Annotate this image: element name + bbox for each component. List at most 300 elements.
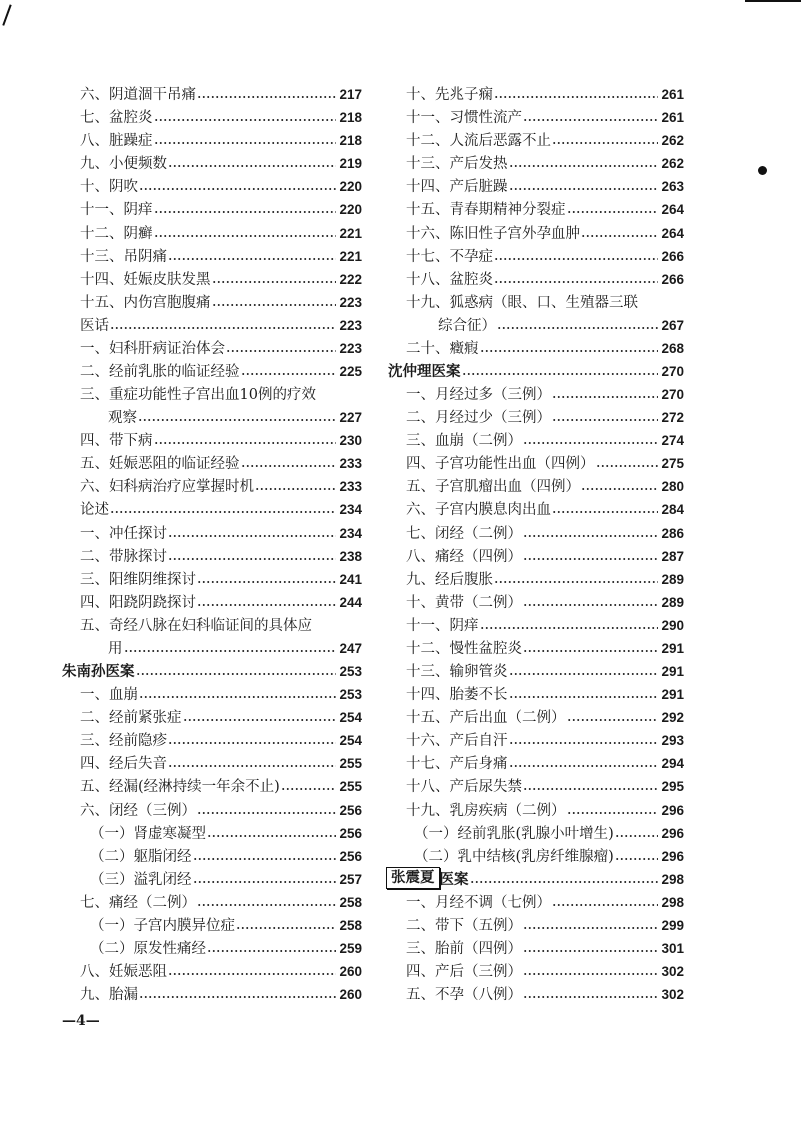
toc-page-number: 255 [339, 779, 362, 795]
dot-leader [523, 441, 658, 445]
toc-page-number: 218 [339, 110, 362, 126]
toc-entry-title: 九、胎漏 [80, 987, 138, 1004]
toc-entry [62, 150, 362, 173]
toc-entry [62, 612, 362, 635]
toc-page-number: 267 [661, 317, 684, 333]
dot-leader [154, 210, 337, 214]
toc-page-number: 294 [661, 756, 684, 772]
toc-entry [386, 543, 684, 566]
toc-entry-title: 十七、产后身痛 [406, 756, 508, 773]
toc-entry-title: 十七、不孕症 [406, 248, 493, 265]
toc-entry [386, 473, 684, 496]
toc-entry-title: 十二、慢性盆腔炎 [406, 640, 522, 657]
dot-leader [615, 857, 659, 861]
toc-page-number: 222 [339, 271, 362, 287]
toc-entry-title: 七、闭经（二例） [406, 525, 522, 542]
toc-page-number: 290 [661, 617, 684, 633]
toc-page-number: 302 [661, 987, 684, 1003]
toc-entry [62, 635, 362, 658]
dot-leader [494, 580, 658, 584]
toc-entry-title: 一、血崩 [80, 687, 138, 704]
toc-entry [386, 266, 684, 289]
toc-entry [386, 173, 684, 196]
toc-entry [62, 796, 362, 819]
dot-leader [139, 995, 336, 999]
toc-page-number: 257 [339, 871, 362, 887]
toc-entry [62, 543, 362, 566]
toc-entry [62, 450, 362, 473]
dot-leader [168, 741, 336, 745]
dot-leader [462, 372, 659, 376]
toc-page-number: 223 [339, 294, 362, 310]
toc-entry-title: 三、血崩（二例） [406, 433, 522, 450]
toc-entry-title: 八、妊娠恶阻 [80, 964, 167, 981]
dot-leader [509, 187, 659, 191]
toc-entry-title: 十四、胎萎不长 [406, 687, 508, 704]
dot-leader [523, 603, 658, 607]
toc-page-number: 253 [339, 664, 362, 680]
toc-page-number: 289 [661, 571, 684, 587]
toc-page-number: 261 [661, 110, 684, 126]
toc-entry-title: 六、妇科病治疗应掌握时机 [80, 479, 254, 496]
toc-entry [386, 289, 684, 312]
toc-page-number: 230 [339, 433, 362, 449]
toc-entry [386, 820, 684, 843]
toc-entry [62, 889, 362, 912]
toc-entry [386, 750, 684, 773]
toc-entry [62, 935, 362, 958]
dot-leader [212, 303, 337, 307]
dot-leader [480, 626, 659, 630]
toc-page-number: 221 [339, 248, 362, 264]
toc-page-number: 286 [661, 525, 684, 541]
dot-leader [255, 487, 336, 491]
toc-page-number: 256 [339, 802, 362, 818]
toc-page-number: 261 [661, 87, 684, 103]
toc-page-number: 254 [339, 733, 362, 749]
toc-entry-title: 四、子宫功能性出血（四例） [406, 456, 595, 473]
toc-entry-title: 三、经前隐疹 [80, 733, 167, 750]
toc-page-number: 255 [339, 756, 362, 772]
toc-page-number: 301 [661, 940, 684, 956]
dot-leader [509, 164, 659, 168]
dot-leader [509, 764, 659, 768]
toc-entry-title: 四、经后失音 [80, 756, 167, 773]
toc-entry-title: 九、小便频数 [80, 156, 167, 173]
toc-entry-title: 一、月经不调（七例） [406, 894, 551, 911]
dot-leader [168, 764, 336, 768]
toc-entry [386, 81, 684, 104]
toc-page-number: 247 [339, 640, 362, 656]
toc-entry [62, 81, 362, 104]
toc-entry [386, 243, 684, 266]
toc-page-number: 293 [661, 733, 684, 749]
toc-page-number: 263 [661, 179, 684, 195]
page-number: —4— [62, 1013, 100, 1029]
toc-entry-title: 十一、阴痒 [80, 202, 153, 219]
dot-leader [183, 718, 337, 722]
toc-entry-title: 十六、产后自汗 [406, 733, 508, 750]
dot-leader [567, 718, 659, 722]
toc-entry [62, 381, 362, 404]
toc-page-number: 219 [339, 156, 362, 172]
dot-leader [615, 834, 659, 838]
dot-leader [207, 949, 336, 953]
toc-entry [62, 196, 362, 219]
dot-leader [552, 141, 658, 145]
toc-section-heading [386, 866, 684, 889]
toc-entry [386, 519, 684, 542]
toc-entry [386, 589, 684, 612]
scan-mark [745, 0, 801, 2]
toc-entry [386, 219, 684, 242]
toc-entry-title: 十四、妊娠皮肤发黑 [80, 271, 211, 288]
dot-leader [552, 418, 658, 422]
toc-entry-title: 一、冲任探讨 [80, 525, 167, 542]
toc-entry-title: 论述 [80, 502, 109, 519]
toc-page-number: 244 [339, 594, 362, 610]
toc-page-number: 217 [339, 87, 362, 103]
toc-entry [386, 727, 684, 750]
boxed-author-name: 张震夏 [386, 867, 440, 889]
toc-entry-title: 五、奇经八脉在妇科临证间的具体应 [80, 617, 312, 634]
dot-leader [509, 672, 659, 676]
toc-entry-title: 十三、吊阴痛 [80, 248, 167, 265]
toc-entry [62, 843, 362, 866]
toc-entry-title: 一、月经过多（三例） [406, 387, 551, 404]
toc-entry-title: （一）肾虚寒凝型 [90, 825, 206, 842]
toc-entry-title: 十、黄带（二例） [406, 594, 522, 611]
toc-entry-title: 十一、习惯性流产 [406, 110, 522, 127]
toc-entry [62, 519, 362, 542]
dot-leader [241, 372, 337, 376]
toc-entry [386, 381, 684, 404]
toc-entry [62, 219, 362, 242]
dot-leader [480, 349, 659, 353]
toc-entry [62, 266, 362, 289]
scan-mark [2, 4, 11, 25]
dot-leader [523, 118, 658, 122]
dot-leader [168, 972, 336, 976]
toc-entry [62, 912, 362, 935]
dot-leader [138, 418, 336, 422]
dot-leader [168, 164, 336, 168]
toc-entry-title: 二、带下（五例） [406, 917, 522, 934]
toc-entry [62, 750, 362, 773]
toc-page-number: 264 [661, 225, 684, 241]
dot-leader [168, 557, 336, 561]
toc-entry [386, 566, 684, 589]
dot-leader [154, 234, 337, 238]
toc-page-number: 268 [661, 340, 684, 356]
toc-page-number: 302 [661, 964, 684, 980]
toc-entry-title: 五、子宫肌瘤出血（四例） [406, 479, 580, 496]
toc-entry [386, 196, 684, 219]
toc-entry-title: 四、产后（三例） [406, 964, 522, 981]
dot-leader [523, 995, 658, 999]
dot-leader [552, 395, 658, 399]
toc-page-number: 253 [339, 687, 362, 703]
toc-entry [386, 843, 684, 866]
toc-entry-title: 三、阳维阴维探讨 [80, 571, 196, 588]
toc-entry-title: 七、盆腔炎 [80, 110, 153, 127]
toc-entry-title: 十五、内伤宫胞腹痛 [80, 294, 211, 311]
toc-page-number: 259 [339, 940, 362, 956]
toc-entry [62, 243, 362, 266]
toc-page-number: 270 [661, 387, 684, 403]
toc-entry-title: 六、子宫内膜息肉出血 [406, 502, 551, 519]
toc-page-number: 298 [661, 871, 684, 887]
toc-right-column [386, 81, 684, 1004]
dot-leader [212, 280, 337, 284]
dot-leader [110, 326, 336, 330]
toc-entry [386, 127, 684, 150]
toc-entry [62, 820, 362, 843]
toc-entry-title: 十、先兆子痫 [406, 87, 493, 104]
dot-leader [154, 118, 337, 122]
toc-entry [62, 335, 362, 358]
toc-entry-title: 医案 [439, 870, 469, 888]
toc-page-number: 220 [339, 202, 362, 218]
toc-entry [62, 958, 362, 981]
toc-entry [386, 773, 684, 796]
dot-leader [281, 787, 337, 791]
dot-leader [567, 811, 659, 815]
toc-entry [62, 773, 362, 796]
toc-page-number: 234 [339, 502, 362, 518]
dot-leader [236, 926, 336, 930]
toc-entry [386, 889, 684, 912]
dot-leader [197, 95, 336, 99]
toc-page-number: 256 [339, 848, 362, 864]
toc-page-number: 233 [339, 456, 362, 472]
dot-leader [124, 649, 337, 653]
toc-entry [386, 612, 684, 635]
dot-leader [523, 787, 658, 791]
dot-leader [494, 280, 658, 284]
dot-leader [581, 487, 658, 491]
toc-entry-title: 朱南孙医案 [62, 663, 135, 681]
toc-entry-title: 沈仲理医案 [388, 363, 461, 381]
toc-entry [62, 704, 362, 727]
toc-entry-title: 二十、癥瘕 [406, 340, 479, 357]
toc-page-number: 258 [339, 917, 362, 933]
toc-page-number: 299 [661, 917, 684, 933]
toc-entry [386, 150, 684, 173]
toc-entry [62, 566, 362, 589]
dot-leader [197, 580, 336, 584]
dot-leader [193, 857, 337, 861]
toc-entry-title: 四、阳跷阴跷探讨 [80, 594, 196, 611]
toc-entry [386, 958, 684, 981]
dot-leader [136, 672, 337, 676]
toc-entry [386, 335, 684, 358]
dot-leader [154, 441, 337, 445]
toc-entry [386, 427, 684, 450]
toc-page-number: 284 [661, 502, 684, 518]
dot-leader [509, 741, 659, 745]
dot-leader [139, 187, 336, 191]
dot-leader [567, 210, 659, 214]
dot-leader [509, 695, 659, 699]
toc-page-number: 220 [339, 179, 362, 195]
toc-entry [62, 473, 362, 496]
toc-page-number: 223 [339, 340, 362, 356]
toc-entry-title: （二）原发性痛经 [90, 940, 206, 957]
toc-entry [62, 104, 362, 127]
toc-section-heading [386, 358, 684, 381]
toc-entry-title: 十九、狐惑病（眼、口、生殖器三联 [406, 294, 638, 311]
toc-entry [62, 981, 362, 1004]
toc-page-number: 291 [661, 640, 684, 656]
toc-page-number: 241 [339, 571, 362, 587]
toc-entry-title: 二、月经过少（三例） [406, 410, 551, 427]
toc-entry [62, 866, 362, 889]
dot-leader [197, 603, 336, 607]
dot-leader [197, 903, 336, 907]
toc-entry-title: 五、妊娠恶阻的临证经验 [80, 456, 240, 473]
toc-page-number: 295 [661, 779, 684, 795]
toc-entry-title: 六、阴道涸干吊痛 [80, 87, 196, 104]
toc-entry-title: 二、经前乳胀的临证经验 [80, 364, 240, 381]
toc-entry [386, 704, 684, 727]
toc-entry-title: 医话 [80, 317, 109, 334]
toc-entry-title: 五、不孕（八例） [406, 987, 522, 1004]
dot-leader [168, 257, 336, 261]
toc-entry [62, 312, 362, 335]
toc-entry [62, 404, 362, 427]
toc-page-number: 292 [661, 710, 684, 726]
toc-entry-title: 八、脏躁症 [80, 133, 153, 150]
dot-leader [139, 695, 336, 699]
toc-page-number: 234 [339, 525, 362, 541]
toc-page-number: 225 [339, 364, 362, 380]
toc-entry-title: 十五、青春期精神分裂症 [406, 202, 566, 219]
dot-leader [241, 464, 337, 468]
toc-page-number: 291 [661, 687, 684, 703]
toc-page-number: 221 [339, 225, 362, 241]
toc-entry-title: 十五、产后出血（二例） [406, 710, 566, 727]
toc-entry-title: （一）子宫内膜异位症 [90, 917, 235, 934]
toc-page-number: 233 [339, 479, 362, 495]
dot-leader [523, 972, 658, 976]
toc-page-number: 260 [339, 964, 362, 980]
toc-page-number: 266 [661, 248, 684, 264]
toc-entry-title: 五、经漏(经淋持续一年余不止) [80, 779, 280, 796]
dot-leader [193, 880, 337, 884]
dot-leader [207, 834, 336, 838]
dot-leader [523, 649, 658, 653]
dot-leader [497, 326, 658, 330]
toc-page-number: 238 [339, 548, 362, 564]
toc-entry [62, 289, 362, 312]
toc-entry-title: 三、胎前（四例） [406, 940, 522, 957]
dot-leader [168, 534, 336, 538]
toc-entry-title: 十六、陈旧性子宫外孕血肿 [406, 225, 580, 242]
dot-leader [494, 257, 658, 261]
toc-entry [386, 681, 684, 704]
toc-entry-title: 用 [108, 640, 123, 657]
toc-entry-title: 八、痛经（四例） [406, 548, 522, 565]
toc-entry-title: 七、痛经（二例） [80, 894, 196, 911]
dot-leader [154, 141, 337, 145]
dot-leader [470, 880, 659, 884]
toc-entry [386, 981, 684, 1004]
toc-entry [62, 727, 362, 750]
toc-page-number: 296 [661, 825, 684, 841]
toc-entry-title: 十一、阴痒 [406, 617, 479, 634]
toc-entry [62, 496, 362, 519]
toc-entry-title: （一）经前乳胀(乳腺小叶增生) [414, 825, 614, 842]
toc-entry-title: 二、带脉探讨 [80, 548, 167, 565]
toc-entry [386, 912, 684, 935]
toc-entry [62, 589, 362, 612]
toc-entry-title: （二）乳中结核(乳房纤维腺瘤) [414, 848, 614, 865]
toc-entry-title: 二、经前紧张症 [80, 710, 182, 727]
dot-leader [523, 949, 658, 953]
dot-leader [596, 464, 659, 468]
dot-leader [552, 903, 658, 907]
toc-page-number: 275 [661, 456, 684, 472]
dot-leader [552, 510, 658, 514]
toc-page-number: 296 [661, 802, 684, 818]
toc-entry-title: 十、阴吹 [80, 179, 138, 196]
toc-entry [386, 935, 684, 958]
toc-entry [386, 104, 684, 127]
toc-entry-title: 一、妇科肝病证治体会 [80, 340, 225, 357]
toc-entry [62, 127, 362, 150]
dot-leader [523, 534, 658, 538]
dot-leader [226, 349, 336, 353]
toc-page-number: 218 [339, 133, 362, 149]
toc-entry [62, 173, 362, 196]
toc-entry [386, 312, 684, 335]
toc-entry-title: 十二、阴癣 [80, 225, 153, 242]
toc-page-number: 258 [339, 894, 362, 910]
toc-page-number: 223 [339, 317, 362, 333]
toc-entry-title: 观察 [108, 410, 137, 427]
toc-entry-title: 六、闭经（三例） [80, 802, 196, 819]
toc-page-number: 262 [661, 156, 684, 172]
toc-entry [386, 658, 684, 681]
toc-entry-title: 十九、乳房疾病（二例） [406, 802, 566, 819]
toc-entry [386, 450, 684, 473]
toc-page-number: 260 [339, 987, 362, 1003]
toc-entry-title: （二）躯脂闭经 [90, 848, 192, 865]
dot-leader [110, 510, 336, 514]
dot-leader [494, 95, 658, 99]
toc-entry-title: 综合征） [438, 317, 496, 334]
toc-entry-title: 十三、输卵管炎 [406, 664, 508, 681]
toc-entry-title: 三、重症功能性子宫出血10例的疗效 [80, 387, 316, 404]
toc-entry [386, 496, 684, 519]
toc-entry [62, 427, 362, 450]
dot-leader [197, 811, 336, 815]
toc-entry [386, 796, 684, 819]
toc-page-number: 256 [339, 825, 362, 841]
toc-page-number: 254 [339, 710, 362, 726]
dot-leader [523, 926, 658, 930]
toc-entry [62, 358, 362, 381]
toc-entry [62, 681, 362, 704]
toc-entry-title: 十四、产后脏躁 [406, 179, 508, 196]
toc-page-number: 287 [661, 548, 684, 564]
toc-entry [386, 635, 684, 658]
toc-page-number: 280 [661, 479, 684, 495]
toc-entry-title: 九、经后腹胀 [406, 571, 493, 588]
toc-entry-title: 十八、产后尿失禁 [406, 779, 522, 796]
toc-page-number: 227 [339, 410, 362, 426]
